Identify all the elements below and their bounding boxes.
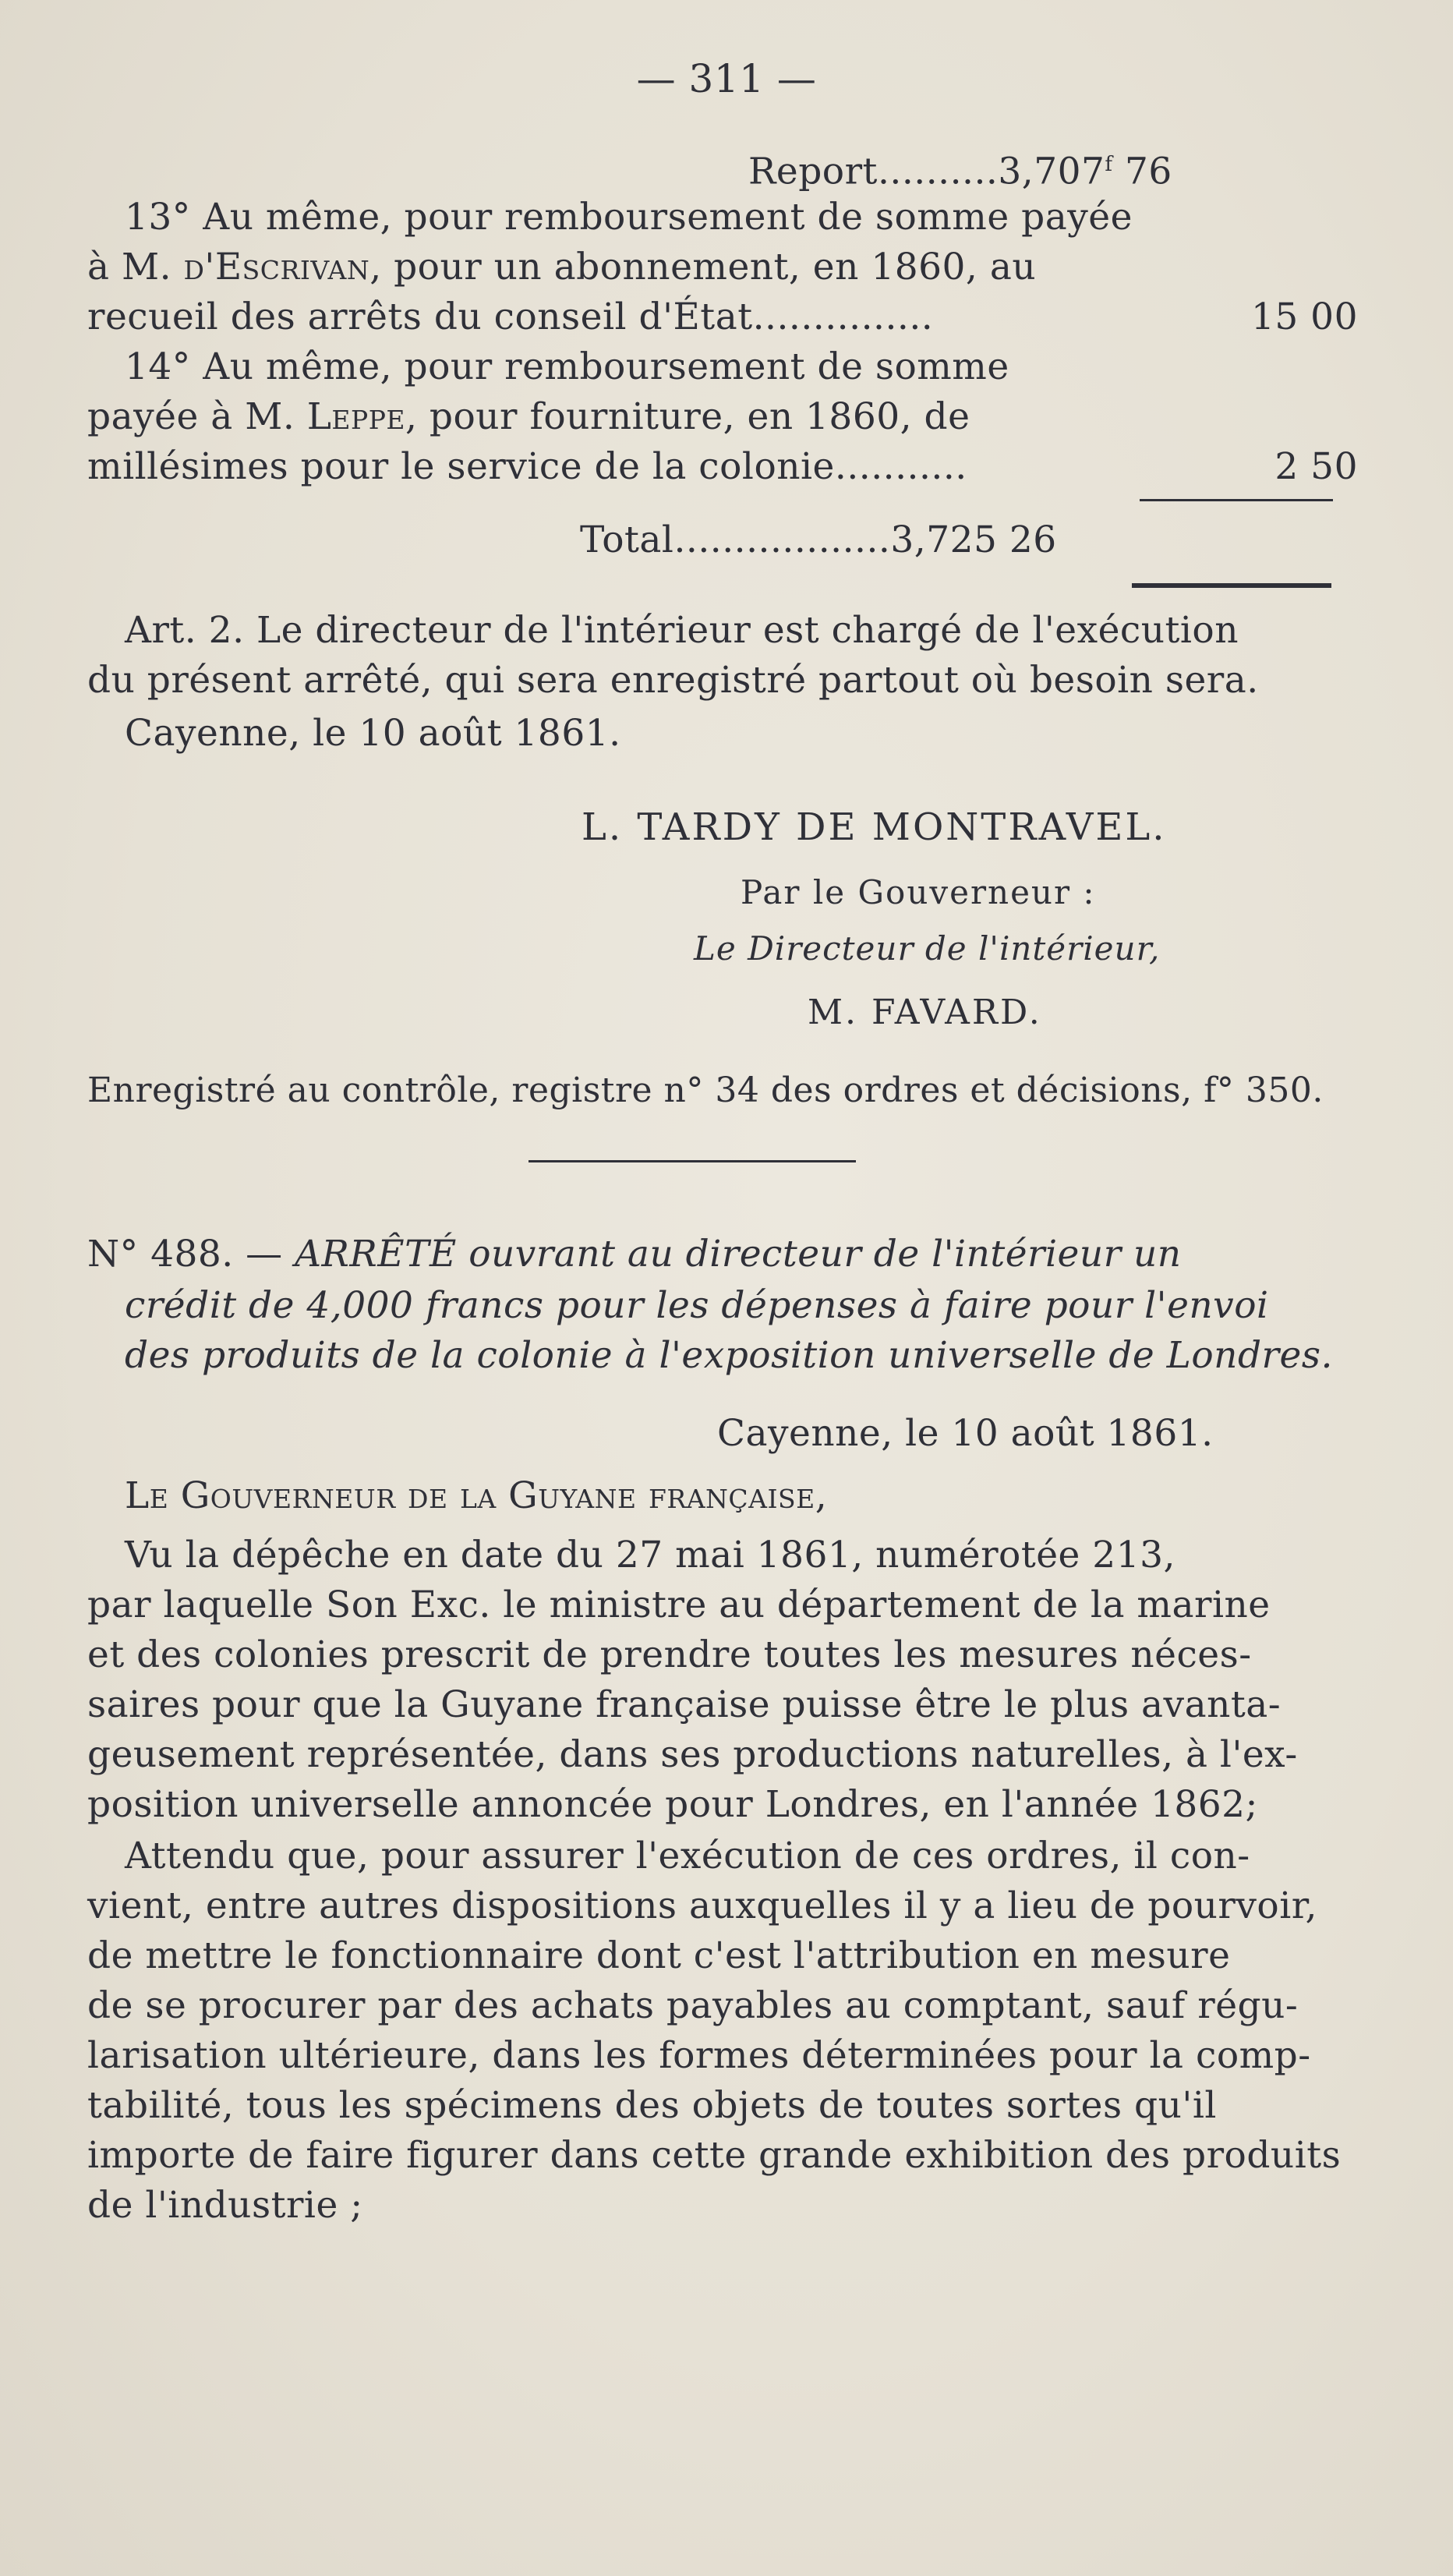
page-number: — 311 — [636, 56, 817, 101]
item-13-line-3: recueil des arrêts du conseil d'État............... 15 00 [87, 295, 1358, 338]
item-13-line-1: 13° Au même, pour remboursement de somme payée [125, 196, 1133, 239]
body-line-10: de se procurer par des achats payables au comptant, sauf régu- [87, 1984, 1299, 2027]
total-line: Total..................3,725 26 [580, 518, 1057, 561]
body-line-1: Vu la dépêche en date du 27 mai 1861, numérotée 213, [125, 1534, 1175, 1576]
report-amount-cents: 76 [1112, 150, 1172, 193]
body-line-5: geusement représentée, dans ses productions naturelles, à l'ex- [87, 1733, 1298, 1776]
decree-heading-line-1: N° 488. — ARRÊTÉ ouvrant au directeur de l'intérieur un [87, 1233, 1182, 1276]
decree-heading-line-3: des produits de la colonie à l'exposition universelle de Londres. [125, 1334, 1333, 1377]
body-line-3: et des colonies prescrit de prendre toutes les mesures néces- [87, 1633, 1252, 1676]
section-divider [529, 1160, 856, 1162]
signature-title: Le Directeur de l'intérieur, [694, 929, 1161, 968]
body-line-13: importe de faire figurer dans cette grande exhibition des produits [87, 2134, 1342, 2177]
body-line-4: saires pour que la Guyane française puisse être le plus avanta- [87, 1683, 1282, 1726]
decree-number: N° 488. — [87, 1233, 295, 1276]
report-label: Report [748, 150, 878, 193]
leader-dots: .......... [877, 150, 999, 193]
decree-heading-line-2: crédit de 4,000 francs pour les dépenses à faire pour l'envoi [125, 1284, 1269, 1327]
issuer-line: Le Gouverneur de la Guyane française, [125, 1474, 828, 1517]
body-line-8: vient, entre autres dispositions auxquelles il y a lieu de pourvoir, [87, 1884, 1318, 1927]
article-2-line-2: du présent arrêté, qui sera enregistré partout où besoin sera. [87, 659, 1259, 702]
sum-rule [1140, 499, 1333, 501]
body-line-2: par laquelle Son Exc. le ministre au département de la marine [87, 1583, 1271, 1626]
report-amount: 3,707 [998, 150, 1105, 193]
date-line-2: Cayenne, le 10 août 1861. [717, 1412, 1214, 1455]
item-14-line-2: payée à M. Leppe, pour fourniture, en 1860, de [87, 395, 970, 438]
body-line-12: tabilité, tous les spécimens des objets de toutes sortes qu'il [87, 2084, 1217, 2127]
item-13-amount: 15 00 [1250, 295, 1358, 338]
total-double-rule [1132, 583, 1331, 588]
date-line-1: Cayenne, le 10 août 1861. [125, 712, 621, 755]
report-line [748, 142, 1358, 195]
name-escrivan: d'Escrivan [183, 246, 370, 288]
body-line-6: position universelle annoncée pour Londres, en l'année 1862; [87, 1783, 1258, 1826]
body-line-9: de mettre le fonctionnaire dont c'est l'attribution en mesure [87, 1934, 1231, 1977]
body-line-7: Attendu que, pour assurer l'exécution de ces ordres, il con- [125, 1835, 1250, 1877]
total-amount: 3,725 26 [890, 518, 1057, 561]
item-14-line-3: millésimes pour le service de la colonie........... 2 50 [87, 445, 1358, 488]
signature-par-le-gouverneur: Par le Gouverneur : [741, 873, 1096, 911]
report-amount-superscript: f [1105, 153, 1113, 176]
item-14-amount: 2 50 [1274, 445, 1358, 488]
article-2-line-1: Art. 2. Le directeur de l'intérieur est chargé de l'exécution [125, 609, 1239, 652]
registration-note: Enregistré au contrôle, registre n° 34 des ordres et décisions, f° 350. [87, 1070, 1324, 1110]
total-label: Total [580, 518, 674, 561]
item-13-line-2: à M. d'Escrivan, pour un abonnement, en 1860, au [87, 246, 1037, 288]
signatory-name: L. TARDY DE MONTRAVEL. [582, 805, 1167, 849]
item-14-line-1: 14° Au même, pour remboursement de somme [125, 345, 1009, 388]
body-line-14: de l'industrie ; [87, 2184, 363, 2227]
name-leppe: Leppe [306, 395, 406, 438]
signature-favard: M. FAVARD. [808, 993, 1042, 1032]
body-line-11: larisation ultérieure, dans les formes déterminées pour la comp- [87, 2034, 1311, 2077]
